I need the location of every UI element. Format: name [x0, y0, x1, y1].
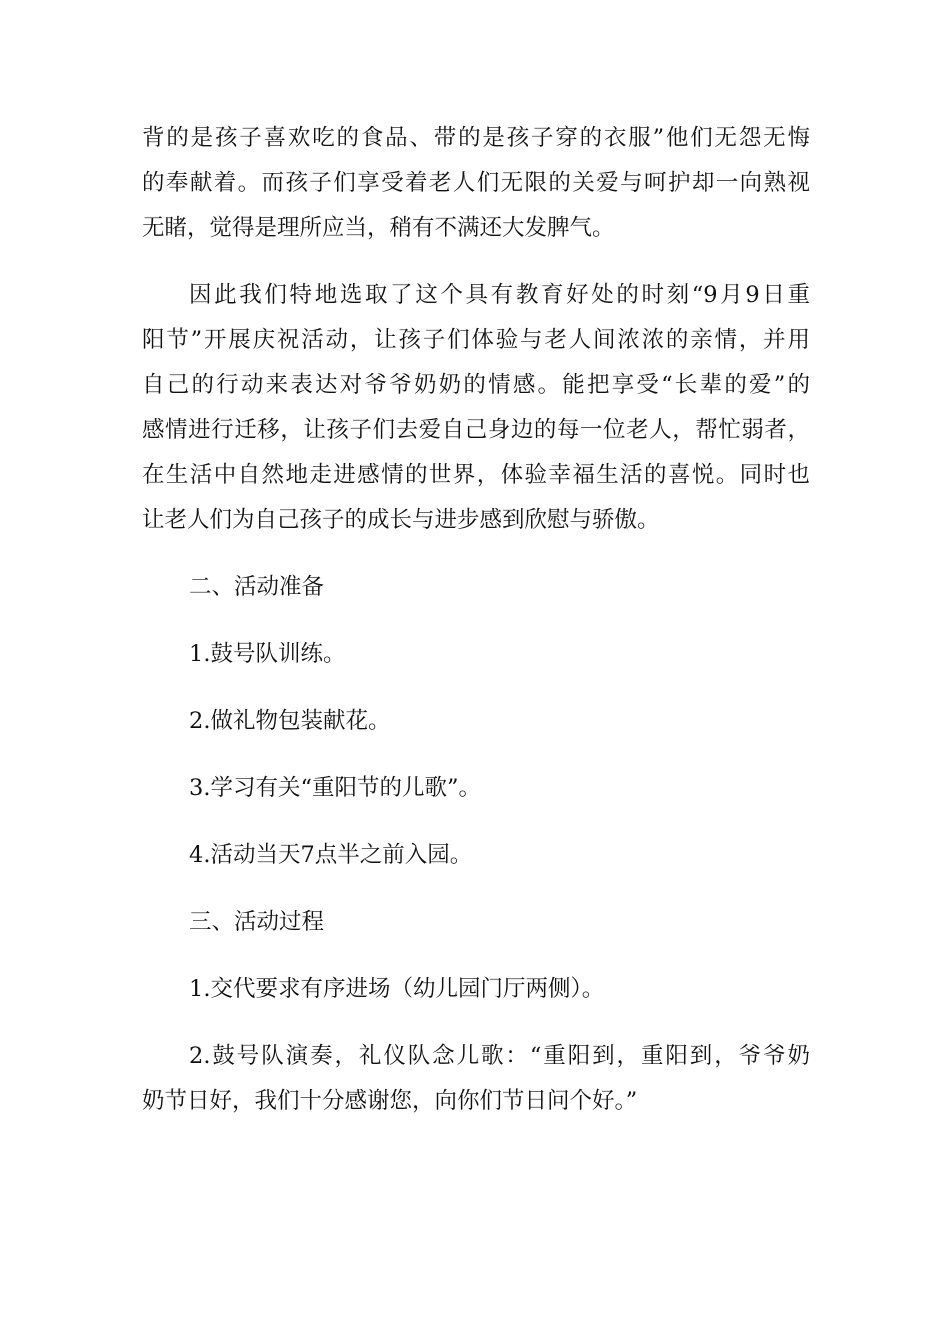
text-line: 感情进行迁移，让孩子们去爱自己身边的每一位老人，帮忙弱者， [142, 417, 810, 443]
text-line: 无睹，觉得是理所应当，稍有不满还大发脾气。 [142, 215, 615, 241]
text-line: 的奉献着。而孩子们享受着老人们无限的关爱与呵护却一向熟视 [142, 170, 810, 196]
text-line: 奶节日好，我们十分感谢您，向你们节日问个好。” [142, 1088, 638, 1114]
text-line: 4.活动当天7点半之前入园。 [189, 842, 473, 868]
text-line: 2.鼓号队演奏，礼仪队念儿歌：“重阳到，重阳到，爷爷奶 [189, 1043, 810, 1069]
text-line: 背的是孩子喜欢吃的食品、带的是孩子穿的衣服”他们无怨无悔 [142, 125, 810, 151]
section-heading-process [142, 900, 810, 945]
document-body [142, 116, 810, 1146]
text-line: 三、活动过程 [189, 909, 325, 935]
list-item [142, 699, 810, 744]
text-line: 2.做礼物包装献花。 [189, 708, 391, 734]
text-line: 因此我们特地选取了这个具有教育好处的时刻“9月9日重 [189, 282, 810, 308]
list-item [142, 967, 810, 1012]
text-line: 阳节”开展庆祝活动，让孩子们体验与老人间浓浓的亲情，并用 [142, 327, 810, 353]
list-item [142, 766, 810, 811]
text-line: 自己的行动来表达对爷爷奶奶的情感。能把享受“长辈的爱”的 [142, 372, 810, 398]
text-line: 二、活动准备 [189, 574, 325, 600]
paragraph-1 [142, 116, 810, 251]
paragraph-2 [142, 273, 810, 543]
text-line: 在生活中自然地走进感情的世界，体验幸福生活的喜悦。同时也 [142, 462, 810, 488]
list-item [142, 632, 810, 677]
section-heading-preparation [142, 565, 810, 610]
list-item [142, 1034, 810, 1124]
text-line: 1.鼓号队训练。 [189, 641, 346, 667]
text-line: 1.交代要求有序进场（幼儿园门厅两侧）。 [189, 976, 605, 1002]
text-line: 让老人们为自己孩子的成长与进步感到欣慰与骄傲。 [142, 507, 660, 533]
list-item [142, 833, 810, 878]
text-line: 3.学习有关“重阳节的儿歌”。 [189, 775, 481, 801]
